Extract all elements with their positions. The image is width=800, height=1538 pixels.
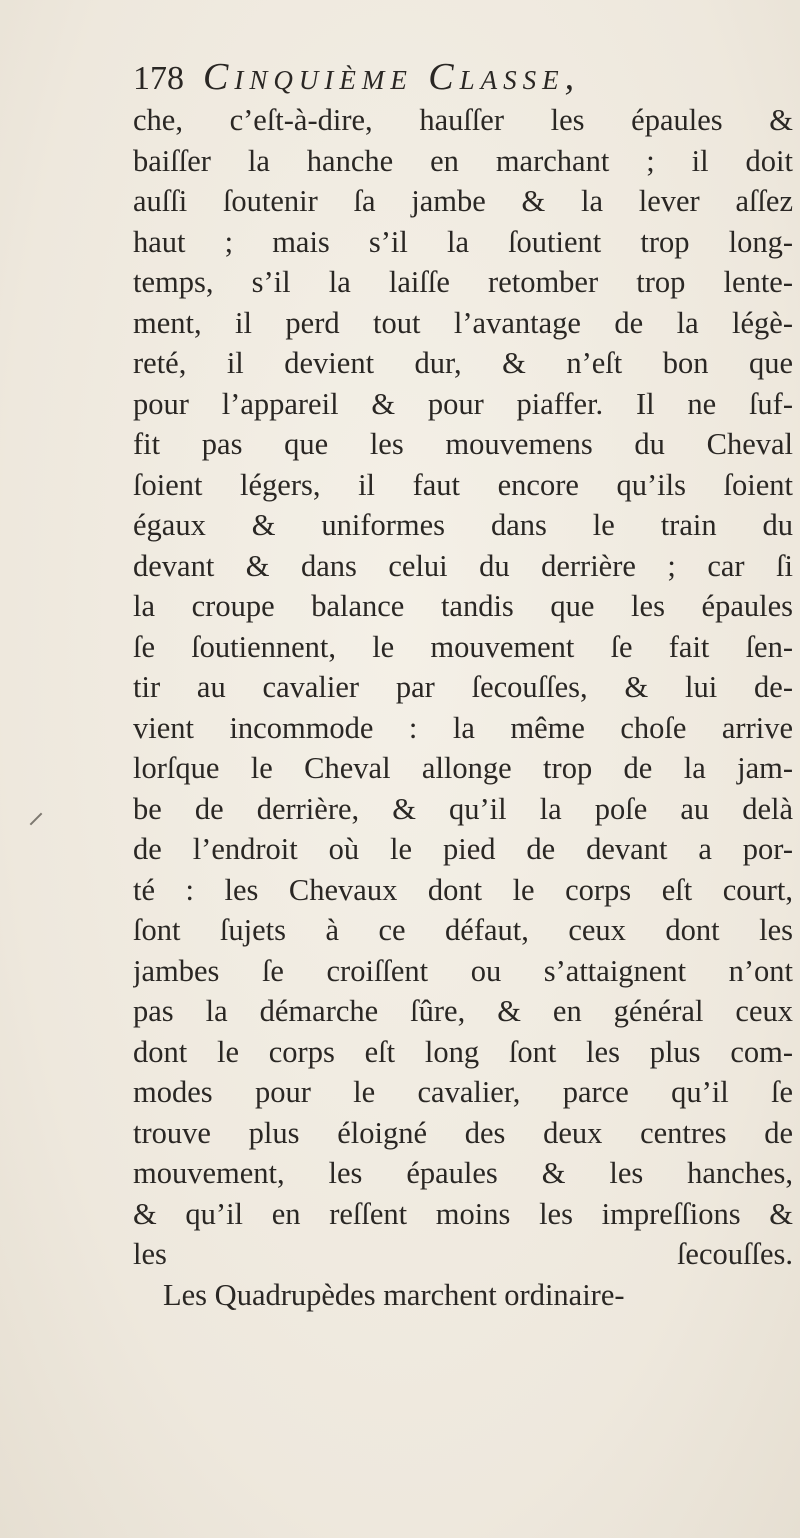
text-line: ſont ſujets à ce défaut, ceux dont les [133, 913, 793, 947]
text-line: lorſque le Cheval allonge trop de la jam- [133, 751, 793, 785]
text-line: auſſi ſoutenir ſa jambe & la lever aſſez [133, 184, 793, 218]
body-text [133, 100, 793, 1315]
text-line: ſe ſoutiennent, le mouvement ſe fait ſen- [133, 629, 793, 664]
text-line: be de derrière, & qu’il la poſe au delà [133, 791, 793, 826]
text-line: temps, s’il la laiſſe retomber trop lente- [133, 265, 793, 299]
text-line: jambes ſe croiſſent ou s’attaignent n’ont [133, 953, 793, 988]
text-line: dont le corps eſt long ſont les plus com- [133, 1034, 793, 1069]
text-line: té : les Chevaux dont le corps eſt court, [133, 872, 793, 907]
text-line: Les Quadrupèdes marchent ordinaire- [163, 1277, 625, 1312]
text-line: haut ; mais s’il la ſoutient trop long- [133, 224, 793, 259]
text-line: ſoient légers, il faut encore qu’ils ſoient [133, 467, 793, 502]
text-line: la croupe balance tandis que les épaules [133, 589, 793, 623]
text-line: égaux & uniformes dans le train du [133, 508, 793, 542]
text-line: les ſecouſſes. [133, 1237, 793, 1271]
text-line: modes pour le cavalier, parce qu’il ſe [133, 1075, 793, 1109]
text-line: fit pas que les mouvemens du Cheval [133, 427, 793, 461]
text-line: baiſſer la hanche en marchant ; il doit [133, 143, 793, 178]
text-line: pour l’appareil & pour piaffer. Il ne ſuf- [133, 386, 793, 421]
text-line: che, c’eſt-à-dire, hauſſer les épaules & [133, 103, 793, 137]
text-line: reté, il devient dur, & n’eſt bon que [133, 346, 793, 380]
text-line: de l’endroit où le pied de devant a por- [133, 832, 793, 866]
margin-mark [30, 813, 43, 826]
chapter-title: Cinquième Classe, [203, 56, 581, 98]
text-line: pas la démarche ſûre, & en général ceux [133, 994, 793, 1028]
text-line: ment, il perd tout l’avantage de la légè- [133, 305, 793, 340]
page-number: 178 [133, 60, 184, 97]
text-line: tir au cavalier par ſecouſſes, & lui de- [133, 670, 793, 704]
text-line: trouve plus éloigné des deux centres de [133, 1115, 793, 1150]
text-line: devant & dans celui du derrière ; car ſi [133, 548, 793, 583]
text-line: mouvement, les épaules & les hanches, [133, 1156, 793, 1190]
text-line: vient incommode : la même choſe arrive [133, 710, 793, 745]
running-header [133, 52, 773, 102]
text-line: & qu’il en reſſent moins les impreſſions & [133, 1196, 793, 1231]
